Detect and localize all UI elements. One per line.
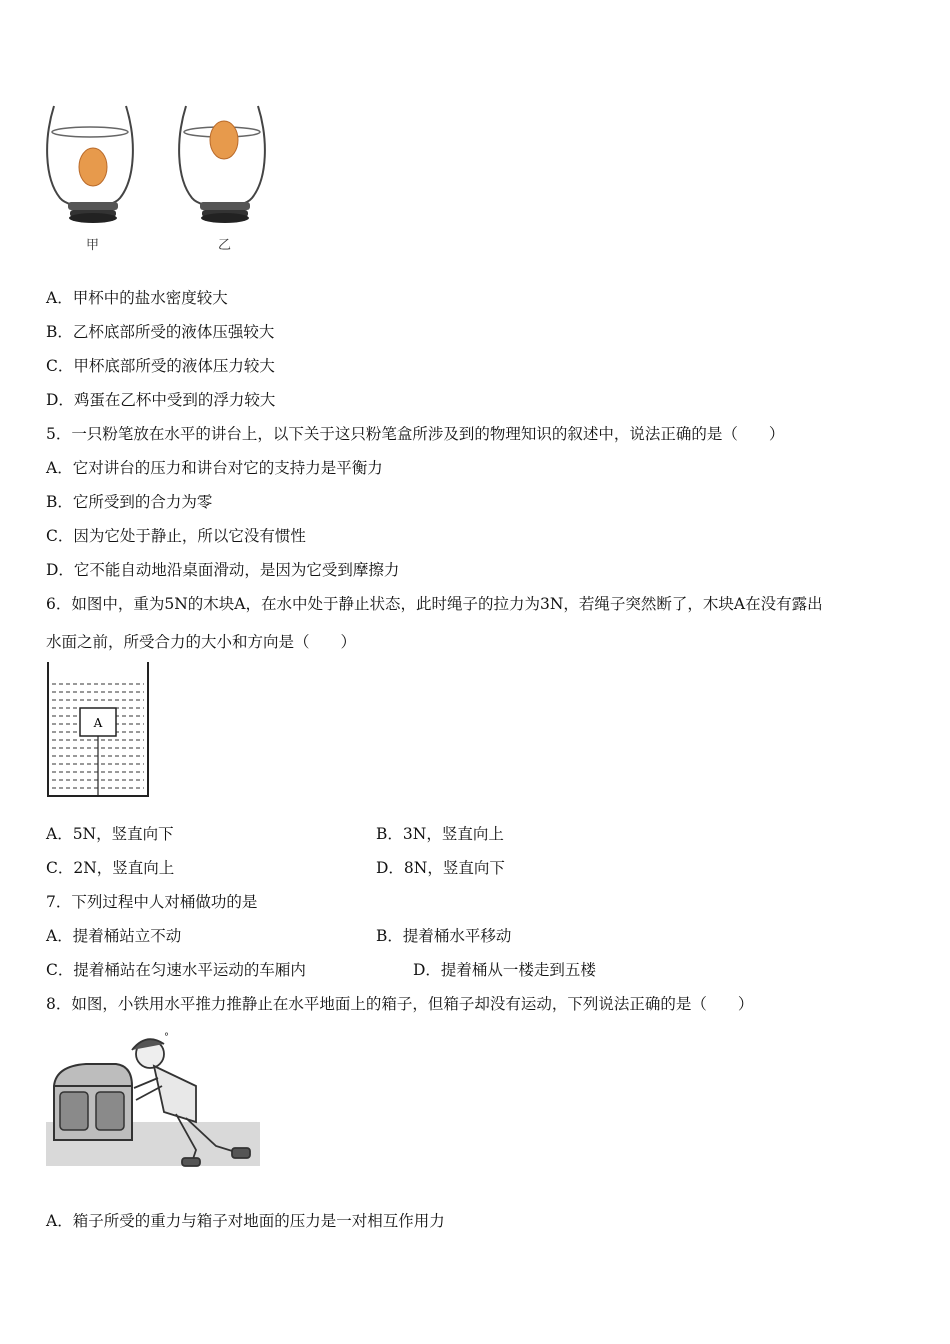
- q6-stem-line2: 水面之前，所受合力的大小和方向是（ ）: [46, 633, 357, 651]
- svg-text:°: °: [164, 1032, 169, 1043]
- egg-jia: [79, 148, 107, 186]
- glass-yi: [179, 106, 265, 223]
- q4-option-c: C．甲杯底部所受的液体压力较大: [46, 357, 275, 375]
- q6-water-tank-figure: [44, 660, 154, 802]
- q5-stem: 5．一只粉笔放在水平的讲台上，以下关于这只粉笔盒所涉及到的物理知识的叙述中，说法正确的是（ ）: [46, 425, 785, 443]
- q5-option-a: A．它对讲台的压力和讲台对它的支持力是平衡力: [46, 459, 383, 477]
- q7-option-a: A．提着桶站立不动: [46, 927, 182, 945]
- q7-option-d: D．提着桶从一楼走到五楼: [413, 961, 596, 979]
- q7-stem: 7．下列过程中人对桶做功的是: [46, 893, 258, 911]
- q8-push-box-figure: [46, 1026, 260, 1170]
- q6-stem-line1: 6．如图中，重为5N的木块A，在水中处于静止状态，此时绳子的拉力为3N，若绳子突然断了，木块A在没有露出: [46, 595, 823, 613]
- chest: [54, 1064, 132, 1140]
- q6-option-a: A．5N，竖直向下: [46, 825, 174, 843]
- label-jia: 甲: [86, 238, 100, 253]
- q8-stem: 8．如图，小铁用水平推力推静止在水平地面上的箱子，但箱子却没有运动，下列说法正确的是（ ）: [46, 995, 754, 1013]
- q4-option-a: A．甲杯中的盐水密度较大: [46, 289, 228, 307]
- q4-glasses-figure: [40, 98, 290, 258]
- q5-option-c: C．因为它处于静止，所以它没有惯性: [46, 527, 306, 545]
- q6-option-d: D．8N，竖直向下: [376, 859, 505, 877]
- block-a-label: A: [93, 716, 103, 730]
- q6-option-b: B．3N，竖直向上: [376, 825, 504, 843]
- q5-option-b: B．它所受到的合力为零: [46, 493, 213, 511]
- q6-option-c: C．2N，竖直向上: [46, 859, 175, 877]
- glass-jia: [47, 106, 133, 223]
- label-yi: 乙: [218, 238, 232, 253]
- q5-option-d: D．它不能自动地沿桌面滑动，是因为它受到摩擦力: [46, 561, 400, 579]
- q7-option-c: C．提着桶站在匀速水平运动的车厢内: [46, 961, 306, 979]
- q8-option-a: A．箱子所受的重力与箱子对地面的压力是一对相互作用力: [46, 1212, 445, 1230]
- q7-option-b: B．提着桶水平移动: [376, 927, 512, 945]
- q4-option-b: B．乙杯底部所受的液体压强较大: [46, 323, 275, 341]
- q4-option-d: D．鸡蛋在乙杯中受到的浮力较大: [46, 391, 276, 409]
- egg-yi: [210, 121, 238, 159]
